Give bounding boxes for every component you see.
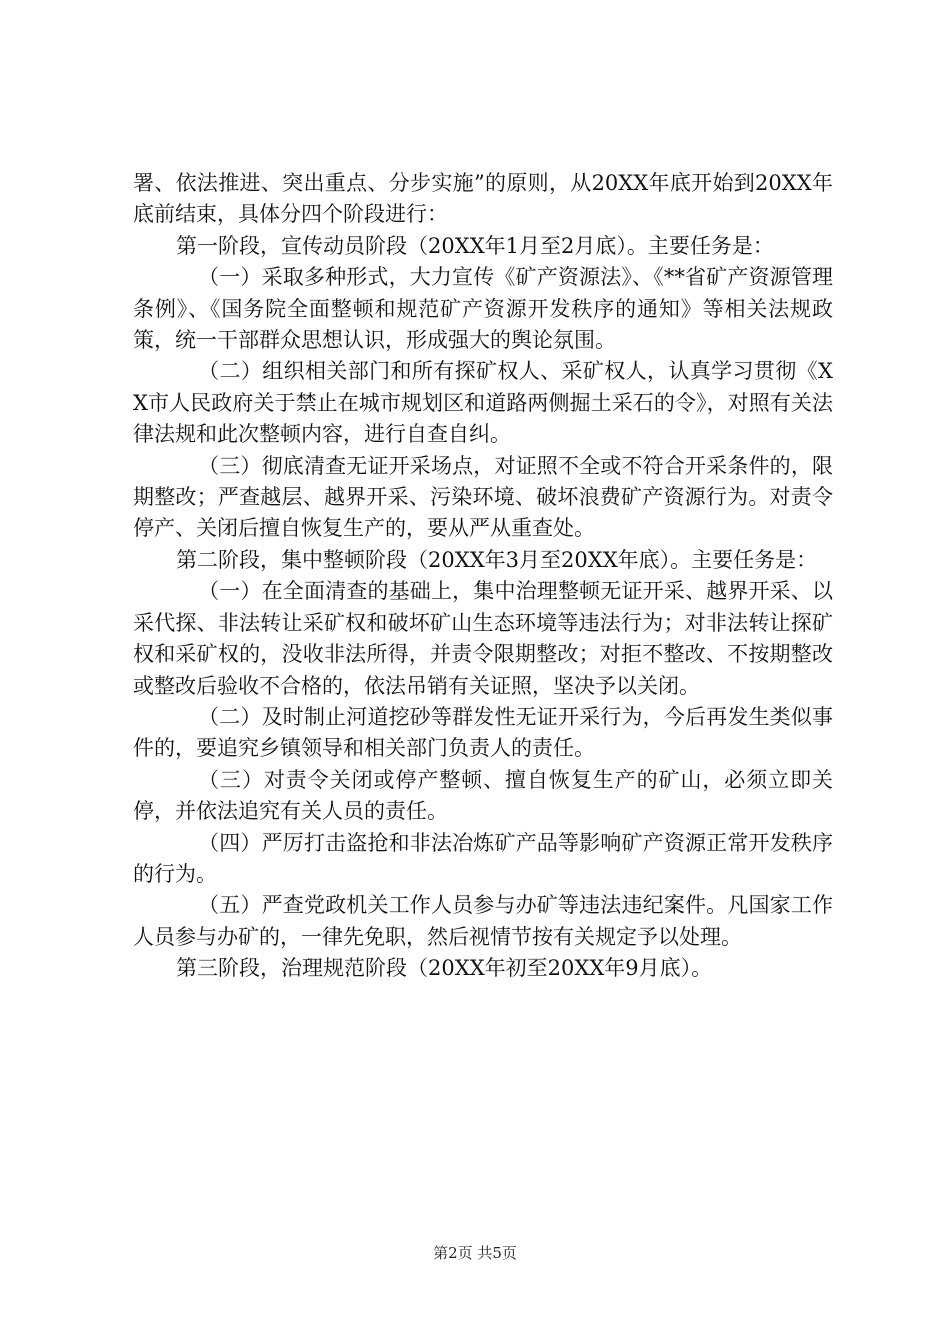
paragraph-stage-two-item-2: （二）及时制止河道挖砂等群发性无证开采行为，今后再发生类似事件的，要追究乡镇领导和相关部门负责人的责任。 (133, 704, 833, 761)
paragraph-stage-two-item-3: （三）对责令关闭或停产整顿、擅自恢复生产的矿山，必须立即关停，并依法追究有关人员的责任。 (133, 767, 833, 824)
paragraph-stage-one-item-3: （三）彻底清查无证开采场点，对证照不全或不符合开采条件的，限期整改；严查越层、越界开采、污染环境、破坏浪费矿产资源行为。对责令停产、关闭后擅自恢复生产的，要从严从重查处。 (133, 453, 833, 541)
paragraph-stage-two-item-1: （一）在全面清查的基础上，集中治理整顿无证开采、越界开采、以采代探、非法转让采矿权和破坏矿山生态环境等违法行为；对非法转让探矿权和采矿权的，没收非法所得，并责令限期整改；对拒不整改、不按期整改或整改后验收不合格的，依法吊销有关证照，坚决予以关闭。 (133, 579, 833, 698)
paragraph-stage-two-heading: 第二阶段，集中整顿阶段（20XX年3月至20XX年底）。主要任务是： (176, 547, 818, 572)
paragraph-stage-one-heading: 第一阶段，宣传动员阶段（20XX年1月至2月底）。主要任务是： (176, 233, 774, 258)
paragraph-stage-two-item-5: （五）严查党政机关工作人员参与办矿等违法违纪案件。凡国家工作人员参与办矿的，一律先免职，然后视情节按有关规定予以处理。 (133, 893, 833, 949)
page-number-footer: 第2页 共5页 (433, 1244, 517, 1262)
paragraph-stage-one-item-1: （一）采取多种形式，大力宣传《矿产资源法》、《**省矿产资源管理条例》、《国务院全面整顿和规范矿产资源开发秩序的通知》等相关法规政策，统一干部群众思想认识，形成强大的舆论氛围。 (133, 265, 833, 353)
paragraph-continuation: 署、依法推进、突出重点、分步实施”的原则，从20XX年底开始到20XX年底前结束，具体分四个阶段进行： (133, 171, 833, 227)
paragraph-stage-two-item-4: （四）严厉打击盗抢和非法冶炼矿产品等影响矿产资源正常开发秩序的行为。 (133, 830, 833, 886)
paragraph-stage-three-heading: 第三阶段，治理规范阶段（20XX年初至20XX年9月底）。 (176, 956, 713, 981)
paragraph-stage-one-item-2: （二）组织相关部门和所有探矿权人、采矿权人，认真学习贯彻《XX市人民政府关于禁止在城市规划区和道路两侧掘土采石的令》，对照有关法律法规和此次整顿内容，进行自查自纠。 (133, 359, 833, 447)
document-body (133, 168, 833, 985)
